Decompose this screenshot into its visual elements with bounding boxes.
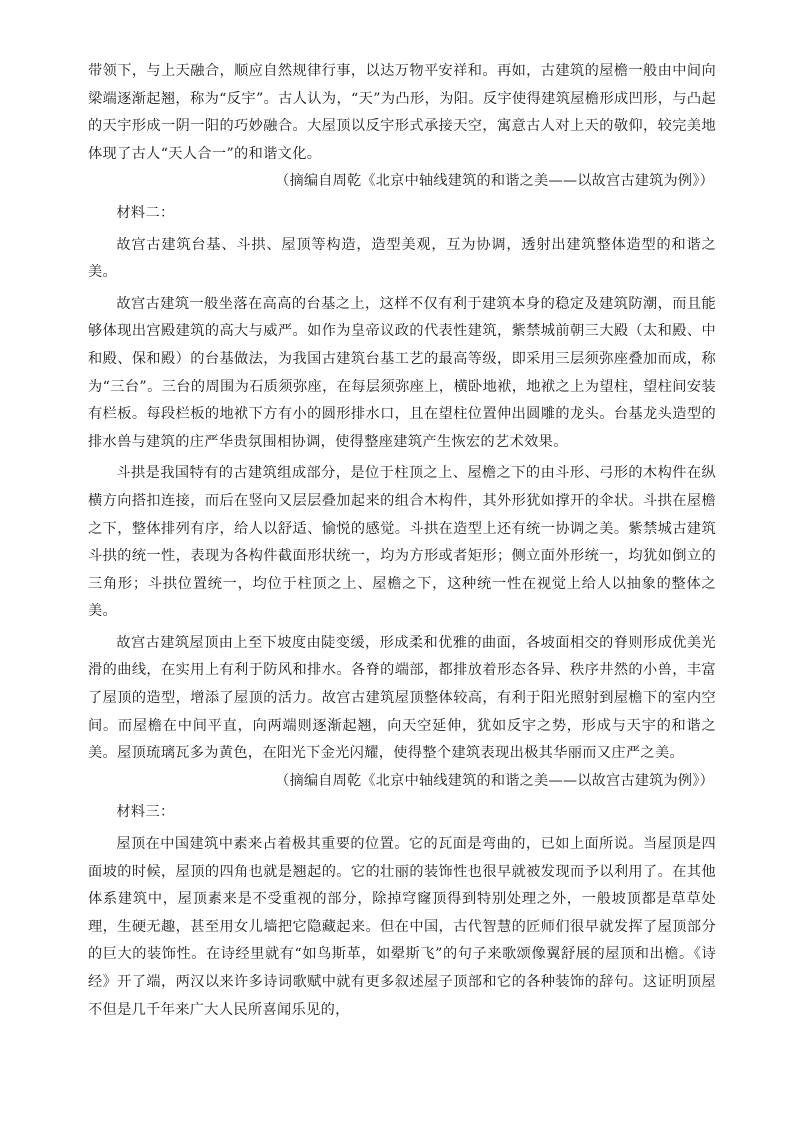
document-page — [88, 58, 716, 1024]
material-1-source-citation: （摘编自周乾《北京中轴线建筑的和谐之美——以故宫古建筑为例》） — [275, 173, 714, 190]
material-2-paragraph-1: 故宫古建筑台基、斗拱、屋顶等构造，造型美观，互为协调，透射出建筑整体造型的和谐之美。 — [88, 236, 716, 281]
material-2-source-citation: （摘编自周乾《北京中轴线建筑的和谐之美——以故宫古建筑为例》） — [275, 772, 714, 789]
material-2-paragraph-4: 故宫古建筑屋顶由上至下坡度由陡变缓，形成柔和优雅的曲面，各坡面相交的脊则形成优美光滑的曲线，在实用上有利于防风和排水。各脊的端部，都排放着形态各异、秩序井然的小兽，丰富了屋顶的造型，增添了屋顶的活力。故宫古建筑屋顶整体较高，有利于阳光照射到屋檐下的室内空间。而屋檐在中间平直，向两端则逐渐起翘，向天空延伸，犹如反宇之势，形成与天宇的和谐之美。屋顶琉璃瓦多为黄色，在阳光下金光闪耀，使得整个建筑表现出极其华丽而又庄严之美。 — [88, 634, 716, 762]
material-2-paragraph-3: 斗拱是我国特有的古建筑组成部分，是位于柱顶之上、屋檐之下的由斗形、弓形的木构件在纵横方向搭扣连接，而后在竖向又层层叠加起来的组合木构件，其外形犹如撑开的伞状。斗拱在屋檐之下，整体排列有序，给人以舒适、愉悦的感觉。斗拱在造型上还有统一协调之美。紫禁城古建筑斗拱的统一性，表现为各构件截面形状统一，均为方形或者矩形；侧立面外形统一，均犹如倒立的三角形；斗拱位置统一，均位于柱顶之上、屋檐之下，这种统一性在视觉上给人以抽象的整体之美。 — [88, 465, 716, 620]
material-3-paragraph-1: 屋顶在中国建筑中素来占着极其重要的位置。它的瓦面是弯曲的，已如上面所说。当屋顶是四面坡的时候，屋顶的四角也就是翘起的。它的壮丽的装饰性也很早就被发现而予以利用了。在其他体系建筑中，屋顶素来是不受重视的部分，除掉穹窿顶得到特别处理之外，一般坡顶都是草草处理，生硬无趣，甚至用女儿墙把它隐藏起来。但在中国，古代智慧的匠师们很早就发挥了屋顶部分的巨大的装饰性。在诗经里就有“如鸟斯革，如翚斯飞”的句子来歌颂像翼舒展的屋顶和出檐。《诗经》开了端，两汉以来许多诗词歌赋中就有更多叙述屋子顶部和它的各种装饰的辞句。这证明顶屋不但是几千年来广大人民所喜闻乐见的， — [88, 836, 716, 1018]
material-3-heading: 材料三： — [116, 804, 175, 821]
material-2-paragraph-2: 故宫古建筑一般坐落在高高的台基之上，这样不仅有利于建筑本身的稳定及建筑防潮，而且能够体现出宫殿建筑的高大与威严。如作为皇帝议政的代表性建筑，紫禁城前朝三大殿（太和殿、中和殿、保和殿）的台基做法，为我国古建筑台基工艺的最高等级，即采用三层须弥座叠加而成，称为“三台”。三台的周围为石质须弥座，在每层须弥座上，横卧地袱，地袱之上为望柱，望柱间安装有栏板。每段栏板的地袱下方有小的圆形排水口，且在望柱位置伸出圆雕的龙头。台基龙头造型的排水兽与建筑的庄严华贵氛围相协调，使得整座建筑产生恢宏的艺术效果。 — [88, 295, 716, 450]
material-2-heading: 材料二： — [116, 204, 175, 221]
material-1-closing-paragraph: 带领下，与上天融合，顺应自然规律行事，以达万物平安祥和。再如，古建筑的屋檐一般由中间向梁端逐渐起翘，称为“反宇”。古人认为，“天”为凸形，为阳。反宇使得建筑屋檐形成凹形，与凸起的天宇形成一阴一阳的巧妙融合。大屋顶以反宇形式承接天空，寓意古人对上天的敬仰，较完美地体现了古人“天人合一”的和谐文化。 — [88, 63, 716, 162]
